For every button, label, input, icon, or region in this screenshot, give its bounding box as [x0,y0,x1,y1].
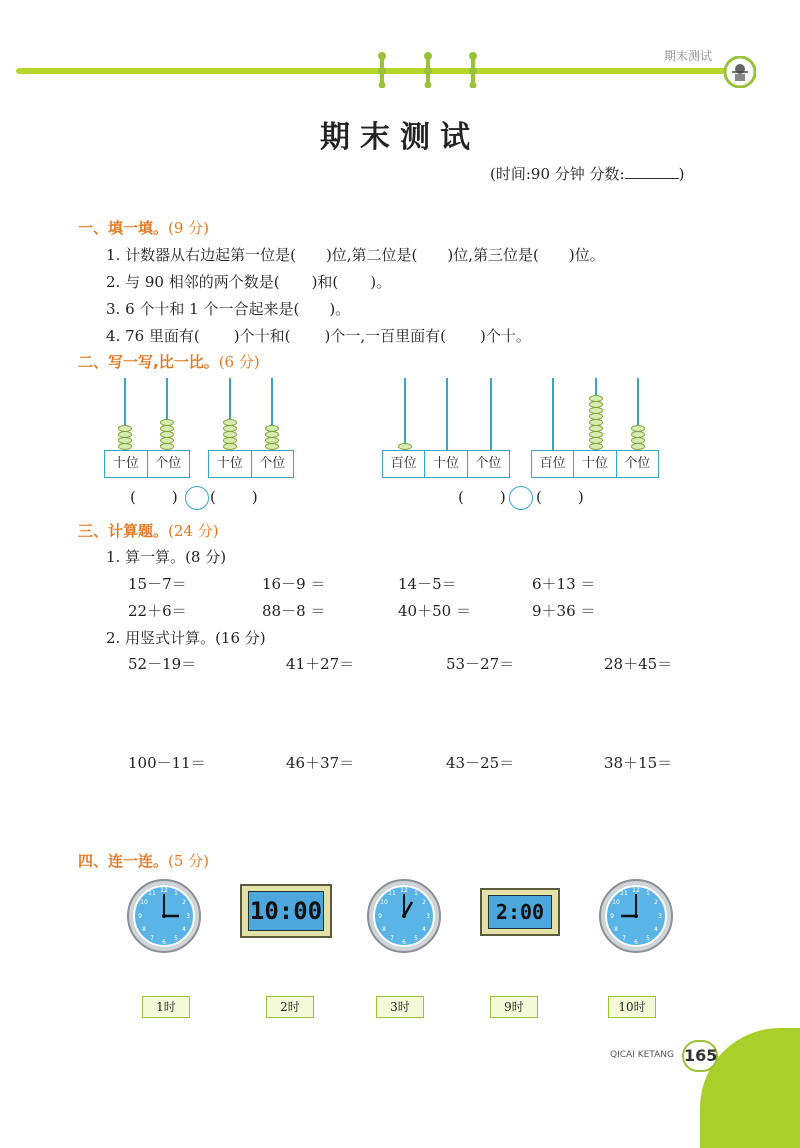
compare-blank-left-1[interactable]: ( ) [130,488,178,506]
q4-part-c: )个一,一百里面有( [324,327,446,345]
q3-part-a: 3. 6 个十和 1 个一合起来是( [106,300,300,318]
section3-points: (24 分) [168,522,219,540]
ones-label: 个位 [624,456,651,471]
svg-text:10: 10 [380,899,388,906]
svg-text:5: 5 [174,935,178,942]
svg-text:3: 3 [426,913,430,920]
svg-text:4: 4 [654,926,658,933]
svg-text:11: 11 [148,890,156,897]
vertical-calc-item: 41＋27＝ [286,655,355,673]
section2-points: (6 分) [218,353,260,371]
svg-text:2: 2 [422,899,426,906]
analog-clock-9 [598,878,674,954]
section3-title [78,520,219,541]
tens-label: 十位 [209,451,252,477]
q3-part-b: )。 [329,300,351,318]
calc-item: 16－9 ＝ [262,575,326,593]
q4-part-a: 4. 76 里面有( [106,327,200,345]
section1-points: (9 分) [168,219,210,237]
section2-title-text: 二、写一写,比一比。 [78,353,219,371]
q2-part-c: )。 [370,273,392,291]
svg-text:8: 8 [142,926,146,933]
digital-time-2: 2:00 [488,895,552,929]
vertical-calc-item: 43－25＝ [446,754,515,772]
q1-part-c: )位,第三位是( [447,246,539,264]
question-1 [106,244,605,265]
calc-item: 40＋50 ＝ [398,602,471,620]
q1-part-b: )位,第二位是( [325,246,418,264]
tens-label: 十位 [574,451,616,477]
svg-text:2: 2 [654,899,658,906]
section4-title-text: 四、连一连。 [78,852,169,870]
page-title: 期末测试 [320,120,480,155]
analog-clock-1 [366,878,442,954]
section1-title-text: 一、填一填。 [78,219,169,237]
q1-part-d: )位。 [568,246,605,264]
svg-text:4: 4 [422,926,426,933]
vertical-calc-item: 52－19＝ [128,655,197,673]
ones-label: 个位 [259,456,286,471]
svg-text:10: 10 [612,899,620,906]
section4-points: (5 分) [168,852,210,870]
mascot-icon [724,56,756,88]
svg-text:7: 7 [622,935,626,942]
svg-text:1: 1 [414,890,418,897]
q2-part-a: 2. 与 90 相邻的两个数是( [106,273,280,291]
vertical-calc-item: 38＋15＝ [604,754,673,772]
svg-text:9: 9 [378,913,382,920]
ones-label: 个位 [155,456,182,471]
header-chapter-label: 期末测试 [664,49,713,63]
hour-option-1[interactable]: 1时 [142,996,190,1018]
svg-text:3: 3 [186,913,190,920]
footer-brand: QICAI KETANG [610,1050,674,1060]
svg-text:9: 9 [610,913,614,920]
question-3 [106,298,350,319]
digital-clock-2 [480,888,560,936]
svg-text:11: 11 [620,890,628,897]
svg-text:7: 7 [150,935,154,942]
calc-item: 15－7＝ [128,575,187,593]
tens-label: 十位 [105,451,148,477]
exam-meta [490,163,684,184]
hundreds-label: 百位 [532,451,574,477]
meta-close: ) [678,165,685,183]
binder-pin-icon [469,52,475,88]
compare-circle-2[interactable] [509,486,533,510]
vertical-calc-item: 46＋37＝ [286,754,355,772]
hundreds-label: 百位 [383,451,425,477]
section2-title [78,351,260,372]
score-blank[interactable] [625,166,679,179]
q2-part-b: )和( [311,273,339,291]
svg-text:5: 5 [646,935,650,942]
question-2 [106,271,391,292]
q1-part-a: 1. 计数器从右边起第一位是( [106,246,296,264]
time-score-label: (时间:90 分钟 分数: [490,165,625,183]
svg-text:11: 11 [388,890,396,897]
vertical-calc-item: 28＋45＝ [604,655,673,673]
compare-blank-right-2[interactable]: ( ) [536,488,584,506]
svg-text:6: 6 [402,939,406,946]
svg-text:6: 6 [162,939,166,946]
tens-label: 十位 [425,451,467,477]
svg-text:1: 1 [646,890,650,897]
section4-title [78,850,209,871]
compare-blank-left-2[interactable]: ( ) [458,488,506,506]
calc-item: 14－5＝ [398,575,457,593]
svg-text:3: 3 [658,913,662,920]
digital-clock-10 [240,884,332,938]
q4-part-d: )个十。 [480,327,531,345]
ones-label: 个位 [475,456,502,471]
binder-pin-icon [424,52,430,88]
calc-item: 9＋36 ＝ [532,602,596,620]
svg-text:4: 4 [182,926,186,933]
compare-blank-right-1[interactable]: ( ) [210,488,258,506]
svg-text:9: 9 [138,913,142,920]
svg-text:12: 12 [400,887,408,894]
hour-option-2[interactable]: 2时 [266,996,314,1018]
calc-item: 22＋6＝ [128,602,187,620]
hour-option-9[interactable]: 9时 [490,996,538,1018]
svg-text:12: 12 [632,887,640,894]
calc-item: 88－8 ＝ [262,602,326,620]
svg-text:8: 8 [382,926,386,933]
digital-time-1: 10:00 [248,891,324,931]
vertical-calc-item: 53－27＝ [446,655,515,673]
svg-text:2: 2 [182,899,186,906]
section3-sub2: 2. 用竖式计算。(16 分) [106,629,266,647]
svg-text:1: 1 [174,890,178,897]
svg-text:5: 5 [414,935,418,942]
page-number: 165 [682,1040,718,1072]
binder-pin-icon [378,52,384,88]
svg-text:12: 12 [160,887,168,894]
svg-text:7: 7 [390,935,394,942]
svg-text:8: 8 [614,926,618,933]
section1-title [78,217,209,238]
section3-title-text: 三、计算题。 [78,522,169,540]
hour-option-3[interactable]: 3时 [376,996,424,1018]
q4-part-b: )个十和( [233,327,291,345]
svg-text:6: 6 [634,939,638,946]
compare-circle-1[interactable] [185,486,209,510]
hour-option-10[interactable]: 10时 [608,996,656,1018]
vertical-calc-item: 100－11＝ [128,754,206,772]
header-bar [16,68,736,74]
svg-text:10: 10 [140,899,148,906]
section3-sub1: 1. 算一算。(8 分) [106,548,227,566]
calc-item: 6＋13 ＝ [532,575,596,593]
question-4 [106,325,531,346]
analog-clock-3 [126,878,202,954]
